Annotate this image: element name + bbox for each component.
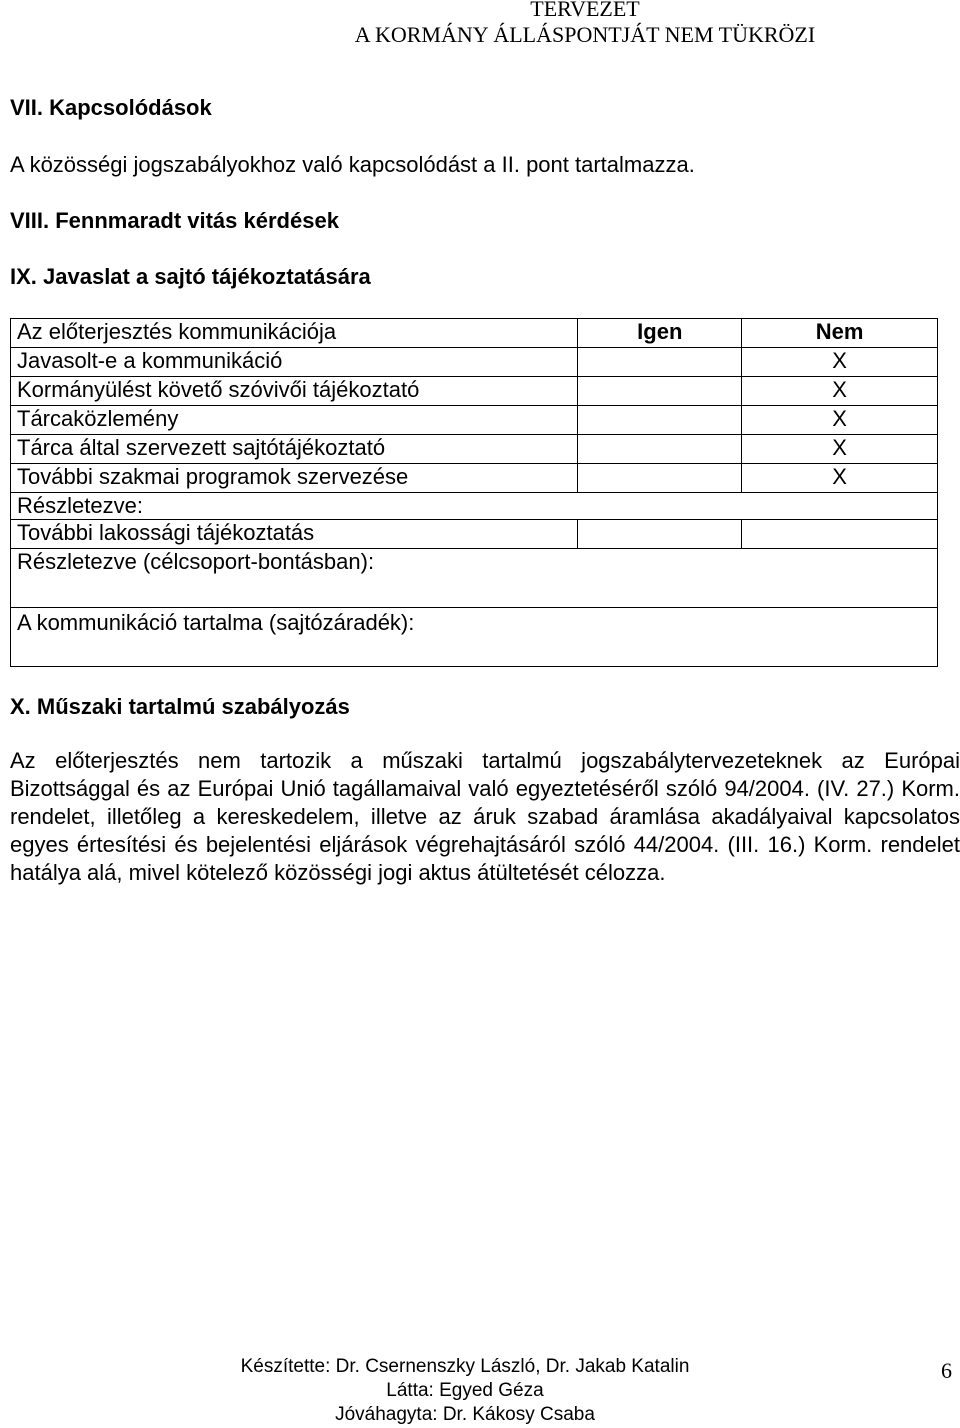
- section-10-title: X. Műszaki tartalmú szabályozás: [10, 694, 350, 719]
- row-no: X: [742, 377, 938, 406]
- section-9-title: IX. Javaslat a sajtó tájékoztatására: [10, 264, 371, 289]
- footer-reviewed-by: Látta: Egyed Géza: [386, 1380, 544, 1401]
- detail-label: Részletezve (célcsoport-bontásban):: [11, 549, 938, 608]
- row-label: Tárca által szervezett sajtótájékoztató: [11, 435, 578, 464]
- table-row: [11, 377, 938, 406]
- draft-header: [0, 0, 960, 48]
- row-no: X: [742, 348, 938, 377]
- table-row: [11, 435, 938, 464]
- table-row: [11, 520, 938, 549]
- draft-disclaimer: A KORMÁNY ÁLLÁSPONTJÁT NEM TÜKRÖZI: [354, 22, 816, 47]
- section-8-title: VIII. Fennmaradt vitás kérdések: [10, 208, 339, 233]
- row-label: Javasolt-e a kommunikáció: [11, 348, 578, 377]
- row-no: X: [742, 406, 938, 435]
- detail-row: [11, 493, 938, 520]
- table-row: [11, 348, 938, 377]
- footer-approved-by: Jóváhagyta: Dr. Kákosy Csaba: [335, 1404, 595, 1425]
- footer-prepared-by: Készítette: Dr. Csernenszky László, Dr. Jakab Katalin: [240, 1356, 690, 1377]
- row-yes: [578, 435, 742, 464]
- row-yes: [578, 520, 742, 549]
- section-7-text: A közösségi jogszabályokhoz való kapcsolódást a II. pont tartalmazza.: [10, 152, 695, 177]
- table-header-row: [11, 319, 938, 348]
- section-10-text: Az előterjesztés nem tartozik a műszaki tartalmú jogszabálytervezeteknek az Európai Bizottsággal és az Európai Unió tagállamaival való egyeztetéséről szóló 94/2004. (IV. 27.) Korm. rendelet, illetőleg a kereskedelem, illetve az áruk szabad áramlása akadályaival kapcsolatos egyes értesítési és bejelentési eljárások végrehajtásáról szóló 44/2004. (III. 16.) Korm. rendelet hatálya alá, mivel kötelező közösségi jogi aktus átültetését célozza.: [10, 748, 960, 885]
- table-row: [11, 406, 938, 435]
- header-label: Az előterjesztés kommunikációja: [11, 319, 578, 348]
- content-row: [11, 608, 938, 667]
- section-7-title: VII. Kapcsolódások: [10, 95, 212, 120]
- header-yes: Igen: [578, 319, 742, 348]
- row-label: További lakossági tájékoztatás: [11, 520, 578, 549]
- row-no: X: [742, 435, 938, 464]
- row-label: Tárcaközlemény: [11, 406, 578, 435]
- row-yes: [578, 377, 742, 406]
- row-no: X: [742, 464, 938, 493]
- row-yes: [578, 348, 742, 377]
- row-label: További szakmai programok szervezése: [11, 464, 578, 493]
- page-number: 6: [941, 1358, 952, 1383]
- detail-label: Részletezve:: [11, 493, 938, 520]
- row-yes: [578, 406, 742, 435]
- communication-table: [10, 318, 938, 667]
- footer: [0, 1355, 930, 1427]
- header-no: Nem: [742, 319, 938, 348]
- table-row: [11, 464, 938, 493]
- row-label: Kormányülést követő szóvivői tájékoztató: [11, 377, 578, 406]
- row-yes: [578, 464, 742, 493]
- row-no: [742, 520, 938, 549]
- detail-row: [11, 549, 938, 608]
- content-label: A kommunikáció tartalma (sajtózáradék):: [11, 608, 938, 667]
- draft-label: TERVEZET: [530, 0, 640, 21]
